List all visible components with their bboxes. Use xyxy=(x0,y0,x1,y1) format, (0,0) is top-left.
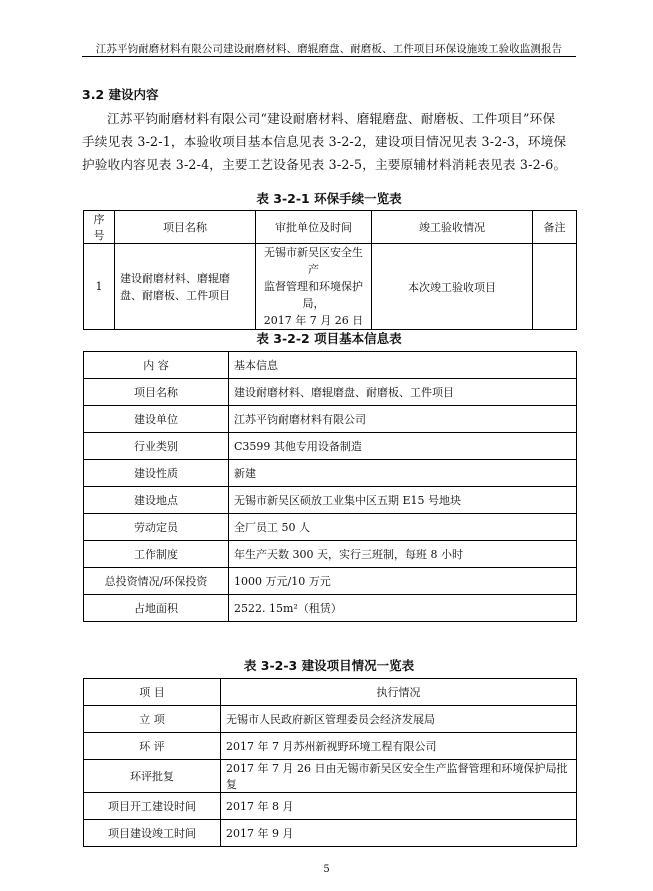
row-value: 新建 xyxy=(229,460,577,487)
table-row xyxy=(84,541,577,568)
row-key: 内 容 xyxy=(84,352,229,379)
row-key: 劳动定员 xyxy=(84,514,229,541)
table3-caption: 表 3-2-3 建设项目情况一览表 xyxy=(243,658,415,673)
row-value: C3599 其他专用设备制造 xyxy=(229,433,577,460)
row-value: 2017 年 8 月 xyxy=(221,793,577,820)
intro-line-2: 手续见表 3-2-1，本验收项目基本信息见表 3-2-2，建设项目情况见表 3-2-3，环境保 xyxy=(82,134,567,149)
header-cell: 序号 xyxy=(84,211,115,244)
table2-caption: 表 3-2-2 项目基本信息表 xyxy=(256,331,402,346)
row-key: 建设性质 xyxy=(84,460,229,487)
header-cell: 竣工验收情况 xyxy=(372,211,533,244)
row-key: 环 评 xyxy=(84,733,221,760)
row-value: 无锡市新吴区硕放工业集中区五期 E15 号地块 xyxy=(229,487,577,514)
row-value: 1000 万元/10 万元 xyxy=(229,568,577,595)
row-value: 基本信息 xyxy=(229,352,577,379)
cell-line: 盘、耐磨板、工件项目 xyxy=(120,288,230,302)
intro-line-3: 护验收内容见表 3-2-4，主要工艺设备见表 3-2-5，主要原辅材料消耗表见表 3-2-6。 xyxy=(82,157,567,172)
table-row xyxy=(84,514,577,541)
project-basic-info-table xyxy=(83,351,577,622)
cell-line: 监督管理和环境保护局， xyxy=(264,280,363,310)
header-rule xyxy=(82,56,576,57)
table-row xyxy=(84,793,577,820)
header-cell: 审批单位及时间 xyxy=(256,211,372,244)
project-status-table xyxy=(83,678,577,847)
cell-line: 2017 年 7 月 26 日 xyxy=(263,314,364,327)
table-header-row xyxy=(84,679,577,706)
table-row xyxy=(84,760,577,793)
table-row xyxy=(84,706,577,733)
row-value: 年生产天数 300 天，实行三班制，每班 8 小时 xyxy=(229,541,577,568)
row-value: 建设耐磨材料、磨辊磨盘、耐磨板、工件项目 xyxy=(229,379,577,406)
table-row xyxy=(84,595,577,622)
table-row xyxy=(84,433,577,460)
row-value: 2017 年 7 月苏州新视野环境工程有限公司 xyxy=(221,733,577,760)
table-header-row xyxy=(84,211,577,244)
cell-approval xyxy=(256,244,372,330)
row-key: 环评批复 xyxy=(84,760,221,793)
row-value: 2017 年 9 月 xyxy=(221,820,577,847)
table-row xyxy=(84,460,577,487)
cell-acceptance: 本次竣工验收项目 xyxy=(372,244,533,330)
row-value: 江苏平钧耐磨材料有限公司 xyxy=(229,406,577,433)
table-row xyxy=(84,820,577,847)
page-number: 5 xyxy=(323,864,330,875)
row-key: 工作制度 xyxy=(84,541,229,568)
row-key: 立 项 xyxy=(84,706,221,733)
row-value: 全厂员工 50 人 xyxy=(229,514,577,541)
table-row xyxy=(84,379,577,406)
row-key: 项 目 xyxy=(84,679,221,706)
row-value: 无锡市人民政府新区管理委员会经济发展局 xyxy=(221,706,577,733)
row-key: 行业类别 xyxy=(84,433,229,460)
row-key: 项目建设竣工时间 xyxy=(84,820,221,847)
table1-caption: 表 3-2-1 环保手续一览表 xyxy=(256,191,402,206)
cell-project-name xyxy=(115,244,256,330)
table-row xyxy=(84,568,577,595)
header-cell: 项目名称 xyxy=(115,211,256,244)
intro-line-1: 江苏平钧耐磨材料有限公司“建设耐磨材料、磨辊磨盘、耐磨板、工件项目”环保 xyxy=(107,111,556,126)
row-key: 项目开工建设时间 xyxy=(84,793,221,820)
header-cell: 备注 xyxy=(533,211,577,244)
row-key: 建设单位 xyxy=(84,406,229,433)
cell-line: 无锡市新吴区安全生产 xyxy=(264,246,363,276)
cell-line: 建设耐磨材料、磨辊磨 xyxy=(120,271,230,285)
row-key: 建设地点 xyxy=(84,487,229,514)
environmental-procedures-table xyxy=(83,210,577,330)
table-row xyxy=(84,352,577,379)
running-header: 江苏平钧耐磨材料有限公司建设耐磨材料、磨辊磨盘、耐磨板、工件项目环保设施竣工验收监测报告 xyxy=(95,43,563,55)
cell-no: 1 xyxy=(84,244,115,330)
row-value: 2522. 15m²（租赁） xyxy=(229,595,577,622)
row-value: 2017 年 7 月 26 日由无锡市新吴区安全生产监督管理和环境保护局批复 xyxy=(221,760,577,793)
table-row xyxy=(84,244,577,330)
row-key: 占地面积 xyxy=(84,595,229,622)
section-title: 3.2 建设内容 xyxy=(82,87,159,102)
table-row xyxy=(84,733,577,760)
row-key: 总投资情况/环保投资 xyxy=(84,568,229,595)
cell-remark xyxy=(533,244,577,330)
table-row xyxy=(84,487,577,514)
row-value: 执行情况 xyxy=(221,679,577,706)
row-key: 项目名称 xyxy=(84,379,229,406)
table-row xyxy=(84,406,577,433)
